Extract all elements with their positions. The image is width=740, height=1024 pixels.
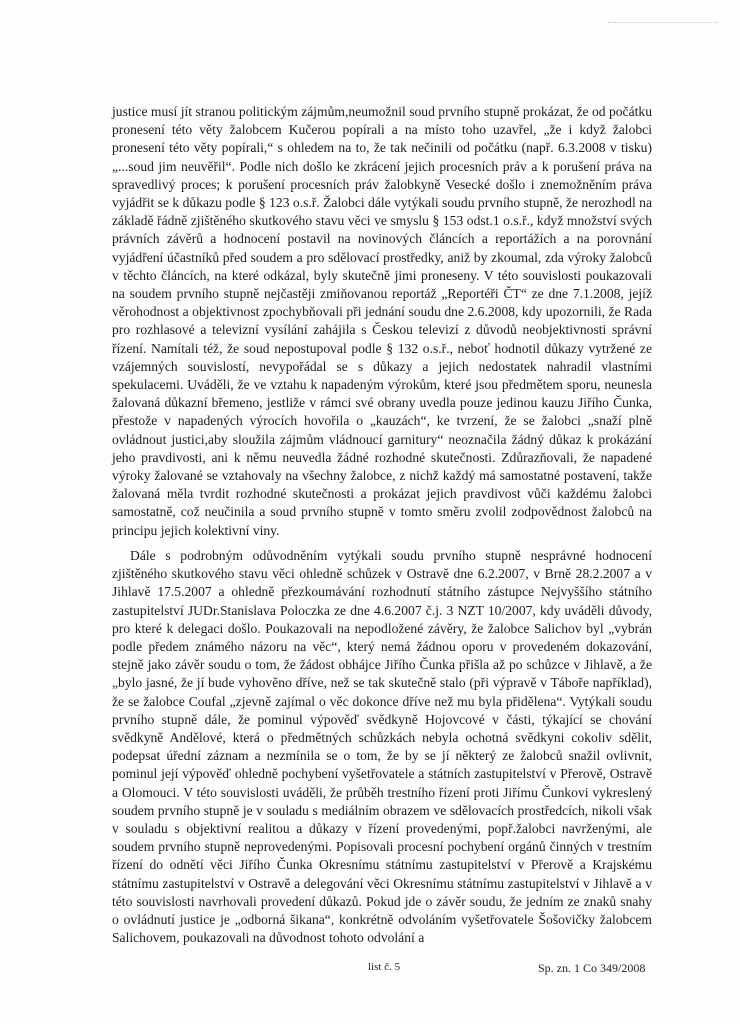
sheet-number: list č. 5 [368, 961, 401, 973]
case-reference: Sp. zn. 1 Co 349/2008 [538, 961, 646, 975]
paragraph-2: Dále s podrobným odůvodněním vytýkali soudu prvního stupně nesprávné hodnocení zjištěného skutkového stavu věci ohledně schůzek v Ostravě dne 6.2.2007, v Brně 28.2.2007 a v Jihlavě 17.5.2007 a ohledně přezkoumávání rozhodnutí státního zástupce Nejvyššího státního zastupitelství JUDr.Stanislava Poloczka ze dne 4.6.2007 č.j. 3 NZT 10/2007, kdy uváděli důvody, pro které k delegaci došlo. Poukazovali na nepodložené závěry, že žalobce Salichov byl „vybrán podle předem známého názoru na věc“, který nemá žádnou oporu v provedeném dokazování, stejně jako závěr soudu o tom, že žádost obhájce Jiřího Čunka přišla až po schůzce v Jihlavě, a že „bylo jasné, že jí bude vyhověno dříve, než se tak skutečně stalo (při výpravě v Táboře například), že se žalobce Coufal „zjevně zajímal o věc dokonce dříve než mu byla přidělena“. Vytýkali soudu prvního stupně dále, že pominul výpověď svědkyně Hojovcové v části, týkající se chování svědkyně Andělové, která o předmětných schůzkách nebyla ochotná svědkyni cokoliv sdělit, podepsat úřední záznam a nezmínila se o tom, že by se jí některý ze žalobců snažil ovlivnit, pominul její výpověď ohledně pochybení vyšetřovatele a státních zastupitelství v Přerově, Ostravě a Olomouci. V této souvislosti uváděli, že průběh trestního řízení proti Jiřímu Čunkovi vykreslený soudem prvního stupně je v souladu s mediálním obrazem ve sdělovacích prostředcích, nikoli však v souladu s objektivní realitou a důkazy v řízení provedenými, popř.žalobci navrženými, ale soudem prvního stupně neprovedenými. Popisovali procesní pochybení orgánů činných v trestním řízení do odnětí věci Jiřího Čunka Okresnímu státnímu zastupitelství v Přerově a Krajskému státnímu zastupitelství v Ostravě a delegování věci Okresnímu státnímu zastupitelství v Jihlavě a v této souvislosti navrhovali provedení důkazů. Pokud jde o závěr soudu, že jedním ze znaků snahy o ovládnutí justice je „odborná šikana“, konkrétně odvoláním vyšetřovatele Šošovičky žalobcem Salichovem, poukazovali na důvodnost tohoto odvolání a [112, 548, 652, 946]
scan-mark [608, 22, 718, 24]
paragraph-1: justice musí jít stranou politickým zájmům,neumožnil soud prvního stupně prokázat, že od počátku pronesení této věty žalobcem Kučerou popírali a na místo toho uzavřel, „že i když žalobci pronesení této věty popírali,“ s ohledem na to, že tak nečinili od počátku (např. 6.3.2008 v tisku) „...soud jim neuvěřil“. Podle nich došlo ke zkrácení jejich procesních práv a k porušení práva na spravedlivý proces; k porušení procesních práv žalobkyně Vesecké došlo i znemožněním práva vyjádřit se k důkazu podle § 123 o.s.ř. Žalobci dále vytýkali soudu prvního stupně, že nerozhodl na základě řádně zjištěného skutkového stavu věci ve smyslu § 153 odst.1 o.s.ř., když množství svých právních závěrů a hodnocení postavil na novinových článcích a reportážích a na porovnání vyjádření účastníků před soudem a pro sdělovací prostředky, aniž by zkoumal, zda výroky žalobců v těchto článcích, na které odkázal, byly skutečně jimi proneseny. V této souvislosti poukazovali na soudem prvního stupně nejčastěji zmiňovanou reportáž „Reportéři ČT“ ze dne 7.1.2008, jejíž věrohodnost a objektivnost zpochybňovali při jednání soudu dne 2.6.2008, kdy upozornili, že Rada pro rozhlasové a televizní vysílání zahájila s Českou televizí z důvodů neobjektivnosti správní řízení. Namítali též, že soud nepostupoval podle § 132 o.s.ř., neboť hodnotil důkazy vytržené ze vzájemných souvislostí, nevypořádal se s důkazy a jejich nedostatek nahradil vlastními spekulacemi. Uváděli, že ve vztahu k napadeným výrokům, které jsou předmětem sporu, neunesla žalovaná důkazní břemeno, jestliže v rámci své obrany uvedla pouze jedinou kauzu Jiřího Čunka, přestože v napadených výrocích hovořila o „kauzách“, ke tvrzení, že se žalobci „snaží plně ovládnout justici,aby sloužila zájmům vládnoucí garnitury“ neoznačila žádný důkaz k prokázání jeho pravdivosti, ani k němu neuvedla žádné rozhodné skutečnosti. Zdůrazňovali, že napadené výroky žalované se vztahovaly na všechny žalobce, z nichž každý má samostatné postavení, takže žalovaná měla tvrdit rozhodné skutečnosti a prokázat jejich pravdivost vůči každému žalobci samostatně, což neučinila a soud prvního stupně v tomto směru zvolil zodpovědnost žalobců na principu jejich kolektivní viny. [112, 104, 652, 538]
